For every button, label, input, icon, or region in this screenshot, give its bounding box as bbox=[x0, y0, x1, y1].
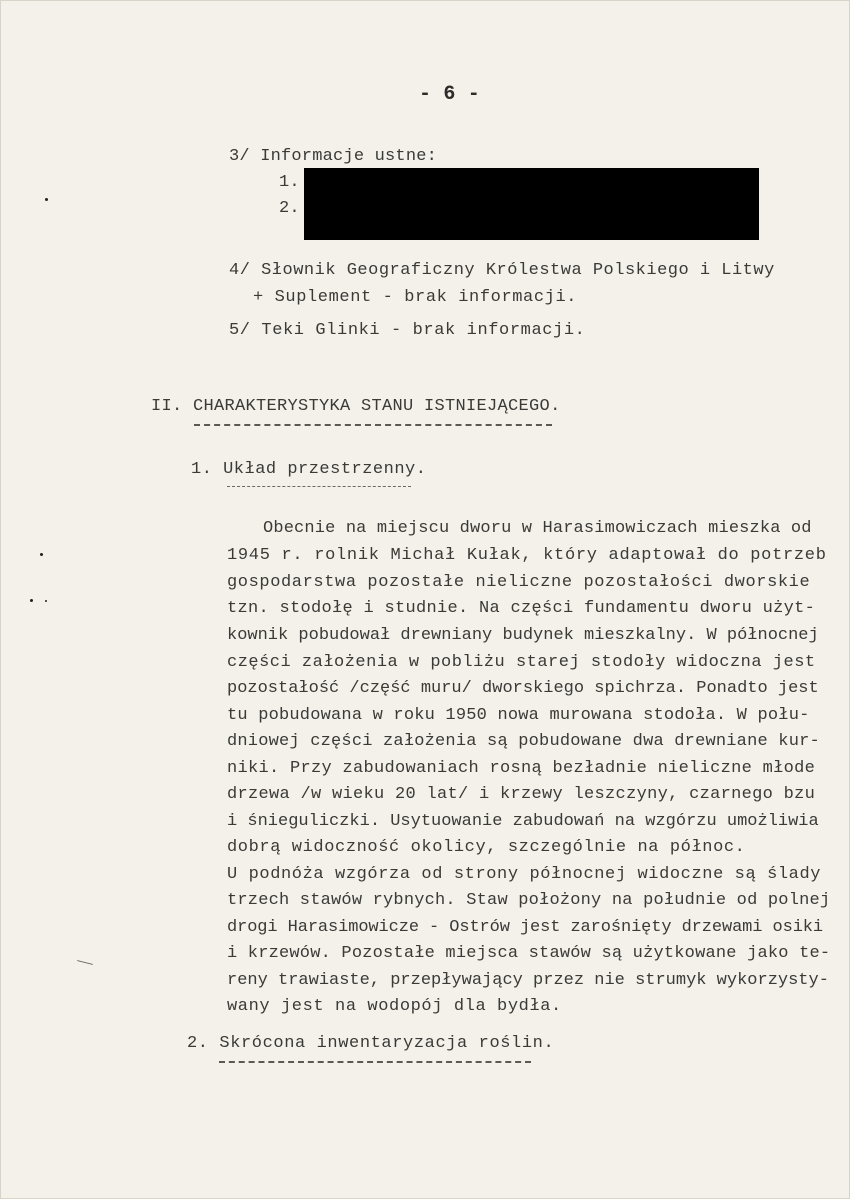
body-line: i śnieguliczki. Usytuowanie zabudowań na wzgórzu umożliwia bbox=[227, 812, 819, 831]
margin-mark bbox=[30, 599, 33, 602]
body-line: tzn. stodołę i studnie. Na części fundamentu dworu użyt- bbox=[227, 599, 816, 618]
body-line: dniowej części założenia są pobudowane dwa drewniane kur- bbox=[227, 732, 820, 751]
body-line: gospodarstwa pozostałe nieliczne pozostałości dworskie bbox=[227, 573, 811, 592]
page-number: - 6 - bbox=[419, 83, 481, 106]
body-line: drogi Harasimowicze - Ostrów jest zarośnięty drzewami osiki bbox=[227, 918, 823, 937]
body-line: wany jest na wodopój dla bydła. bbox=[227, 997, 562, 1016]
source-item-5: 5/ Teki Glinki - brak informacji. bbox=[229, 321, 586, 340]
subsection-title-2-underline bbox=[219, 1061, 531, 1063]
body-line: reny trawiaste, przepływający przez nie strumyk wykorzysty- bbox=[227, 971, 829, 990]
subsection-title-1: 1. Układ przestrzenny. bbox=[191, 460, 427, 479]
body-line: tu pobudowana w roku 1950 nowa murowana stodoła. W połu- bbox=[227, 706, 810, 725]
body-line: 1945 r. rolnik Michał Kułak, który adaptował do potrzeb bbox=[227, 546, 827, 565]
redaction-block bbox=[304, 168, 759, 240]
source-item-3: 3/ Informacje ustne: bbox=[229, 147, 438, 166]
body-line: Obecnie na miejscu dworu w Harasimowiczach mieszka od bbox=[263, 519, 812, 538]
source-item-4: 4/ Słownik Geograficzny Królestwa Polskiego i Litwy bbox=[229, 261, 775, 280]
body-line: części założenia w pobliżu starej stodoły widoczna jest bbox=[227, 653, 816, 672]
margin-mark bbox=[45, 198, 48, 201]
subsection-title-1-underline bbox=[227, 486, 411, 487]
body-line: dobrą widoczność okolicy, szczególnie na północ. bbox=[227, 838, 746, 857]
margin-mark bbox=[77, 960, 93, 965]
body-line: niki. Przy zabudowaniach rosną bezładnie nieliczne młode bbox=[227, 759, 816, 778]
body-line: U podnóża wzgórza od strony północnej widoczne są ślady bbox=[227, 865, 822, 884]
margin-mark bbox=[45, 600, 47, 602]
body-line: pozostałość /część muru/ dworskiego spichrza. Ponadto jest bbox=[227, 679, 819, 698]
body-line: i krzewów. Pozostałe miejsca stawów są użytkowane jako te- bbox=[227, 944, 831, 963]
source-sublist-number-1: 1. bbox=[279, 173, 300, 192]
section-heading: II. CHARAKTERYSTYKA STANU ISTNIEJĄCEGO. bbox=[151, 397, 561, 416]
source-sublist-number-2: 2. bbox=[279, 199, 300, 218]
body-line: kownik pobudował drewniany budynek mieszkalny. W północnej bbox=[227, 626, 819, 645]
body-line: trzech stawów rybnych. Staw położony na południe od polnej bbox=[227, 891, 831, 910]
subsection-title-2: 2. Skrócona inwentaryzacja roślin. bbox=[187, 1034, 555, 1053]
margin-mark bbox=[40, 553, 43, 556]
body-line: drzewa /w wieku 20 lat/ i krzewy leszczyny, czarnego bzu bbox=[227, 785, 816, 804]
source-item-4-continuation: + Suplement - brak informacji. bbox=[253, 288, 578, 307]
section-heading-underline bbox=[194, 424, 552, 426]
